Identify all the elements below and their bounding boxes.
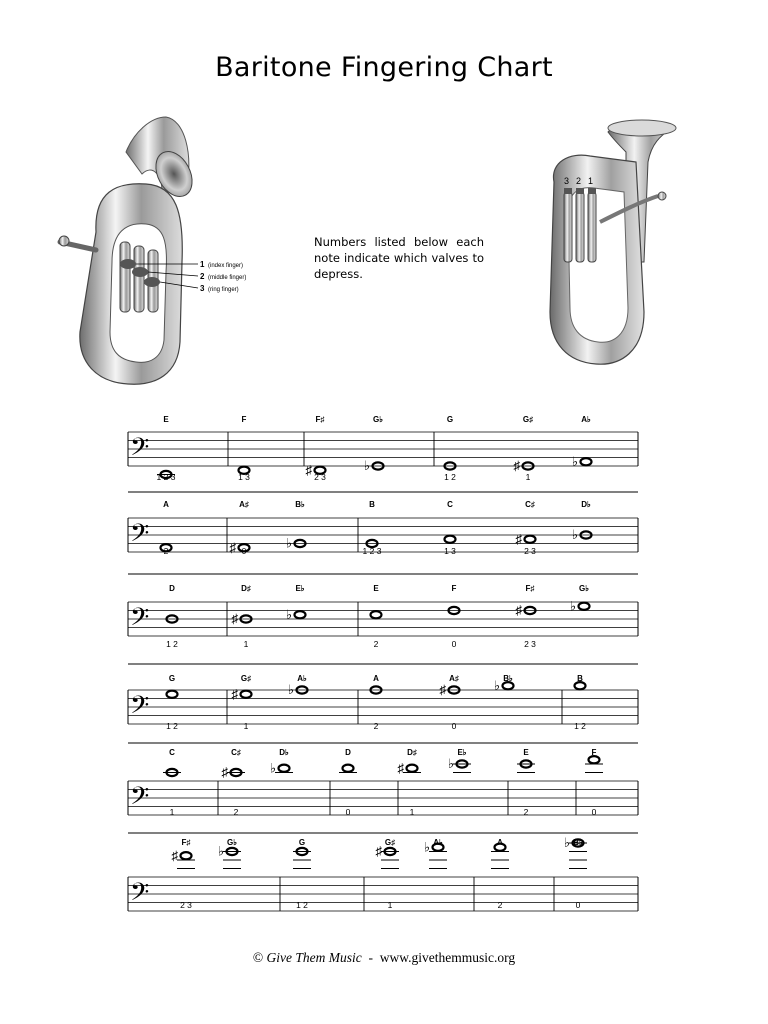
fingering-label: 1 [409,807,415,817]
flat-icon: ♭ [285,535,292,551]
note-name: D♭ [279,748,289,757]
fingering-label: 1 3 [444,546,456,556]
flat-icon: ♭ [285,606,292,622]
note-name: A♭ [581,415,591,424]
note-name: G [298,838,306,847]
note-head [279,765,290,772]
flat-icon: ♭ [493,677,500,693]
bass-clef-icon: 𝄢 [130,783,150,817]
svg-text:2: 2 [200,272,205,281]
note-name: B [369,500,375,509]
note-head [575,682,586,689]
note-name: G♭ [373,415,383,424]
flat-icon: ♭ [287,682,294,697]
note-name: E♭ [457,748,467,757]
fingering-label: 1 [387,900,393,910]
fingering-label: 1 2 3 [362,546,382,556]
fingering-label: 2 3 [314,472,326,482]
valve-number-2: 2 [576,176,582,186]
flat-icon: ♭ [563,835,570,850]
note-head [181,852,192,859]
fingering-label: 0 [241,546,247,556]
fingering-label: 2 [233,807,239,817]
note-name: G♭ [227,838,237,847]
svg-text:(middle finger): (middle finger) [208,275,247,281]
fingering-label: 2 3 [180,900,192,910]
note-name: A♭ [433,838,443,847]
note-name: A [497,838,503,847]
fingering-label: 0 [451,721,457,731]
flat-icon: ♭ [217,843,224,859]
note-name: C [447,500,453,509]
footer-org: Give Them Music [266,950,362,965]
flat-icon: ♭ [363,458,370,473]
fingering-label: 1 [169,807,175,817]
bass-clef-icon: 𝄢 [130,520,150,554]
note-name: F [591,748,597,757]
note-head [241,691,252,698]
note-head [503,682,514,689]
fingering-label: 1 2 [444,472,456,482]
fingering-label: 1 [243,721,249,731]
note-name: A♯ [449,674,459,683]
svg-text:(ring finger): (ring finger) [208,287,239,293]
valve-number-1: 1 [588,176,594,186]
sharp-icon: ♯ [229,539,236,555]
note-head [295,611,306,618]
flat-icon: ♭ [571,527,578,542]
note-name: A♭ [297,674,307,683]
note-name: C [169,748,175,757]
fingering-label: 1 2 [166,639,178,649]
fingering-label: 2 [373,721,379,731]
note-name: D [345,748,351,757]
sharp-icon: ♯ [397,760,404,776]
sharp-icon: ♯ [231,686,238,702]
note-head [407,765,418,772]
sharp-icon: ♯ [231,611,238,626]
fingering-label: 0 [575,900,581,910]
fingering-label: 2 [523,807,529,817]
flat-icon: ♭ [423,839,430,855]
bass-clef-icon: 𝄢 [130,604,150,638]
note-name: F♯ [315,415,325,424]
note-name: G♯ [384,838,396,847]
note-head [581,458,592,465]
sharp-icon: ♯ [515,531,522,547]
note-name: B♭ [573,838,583,847]
intro-text: Numbers listed below each note indicate which valves to depress. [314,235,484,281]
sharp-icon: ♯ [515,602,522,618]
note-name: F♯ [181,838,191,847]
note-name: A [373,674,379,683]
sharp-icon: ♯ [171,847,178,863]
note-name: G♯ [522,415,534,424]
copyright-symbol: © [252,950,264,965]
svg-text:1: 1 [200,260,205,269]
footer-url[interactable]: www.givethemmusic.org [379,950,516,965]
note-head [343,765,354,772]
fingering-label: 1 [525,472,531,482]
flat-icon: ♭ [571,453,578,469]
note-name: E♭ [295,584,305,593]
note-head [589,756,600,763]
note-head [371,611,382,618]
note-name: B♭ [503,674,513,683]
note-head [579,603,590,610]
note-head [495,844,506,851]
fingering-label: 2 [373,639,379,649]
fingering-label: 1 2 [574,721,586,731]
note-name: G♯ [240,674,252,683]
note-name: A♯ [239,500,249,509]
bass-clef-icon: 𝄢 [130,434,150,468]
flat-icon: ♭ [269,760,276,776]
note-head [167,691,178,698]
fingering-label: 0 [591,807,597,817]
bass-clef-icon: 𝄢 [130,879,150,913]
note-name: F [241,415,247,424]
note-name: D [169,584,175,593]
note-head [433,844,444,851]
flat-icon: ♭ [569,598,576,614]
note-name: D♭ [581,500,591,509]
note-name: C♯ [525,500,535,509]
fingering-label: 0 [451,639,457,649]
note-name: E [163,415,169,424]
bass-clef-icon: 𝄢 [130,692,150,726]
fingering-label: 1 [243,639,249,649]
sharp-icon: ♯ [305,462,312,478]
fingering-label: 2 [497,900,503,910]
note-name: E [523,748,529,757]
footer-separator: - [368,950,373,965]
note-head [445,536,456,543]
fingering-label: 2 3 [524,546,536,556]
page-title: Baritone Fingering Chart [215,52,553,83]
fingering-label: 2 [163,546,169,556]
note-name: C♯ [231,748,241,757]
sharp-icon: ♯ [375,843,382,859]
note-name: A [163,500,169,509]
sharp-icon: ♯ [221,764,228,780]
note-name: B♭ [295,500,305,509]
fingering-label: 1 2 [296,900,308,910]
sharp-icon: ♯ [513,458,520,473]
note-name: D♯ [407,748,417,757]
note-name: F♯ [525,584,535,593]
svg-text:3: 3 [200,284,205,293]
note-name: D♯ [241,584,251,593]
flat-icon: ♭ [447,756,454,771]
footer [0,950,768,966]
note-name: F [451,584,457,593]
svg-text:(index finger): (index finger) [208,263,244,269]
note-name: G♭ [579,584,589,593]
note-name: G [168,674,176,683]
note-name: G [446,415,454,424]
note-head [525,536,536,543]
note-name: B [577,674,583,683]
valve-number-3: 3 [564,176,570,186]
fingering-label: 2 3 [524,639,536,649]
note-name: E [373,584,379,593]
fingering-label: 1 3 [238,472,250,482]
fingering-label: 1 2 [166,721,178,731]
fingering-label: 0 [345,807,351,817]
sharp-icon: ♯ [439,682,446,697]
fingering-label: 1 2 3 [156,472,176,482]
